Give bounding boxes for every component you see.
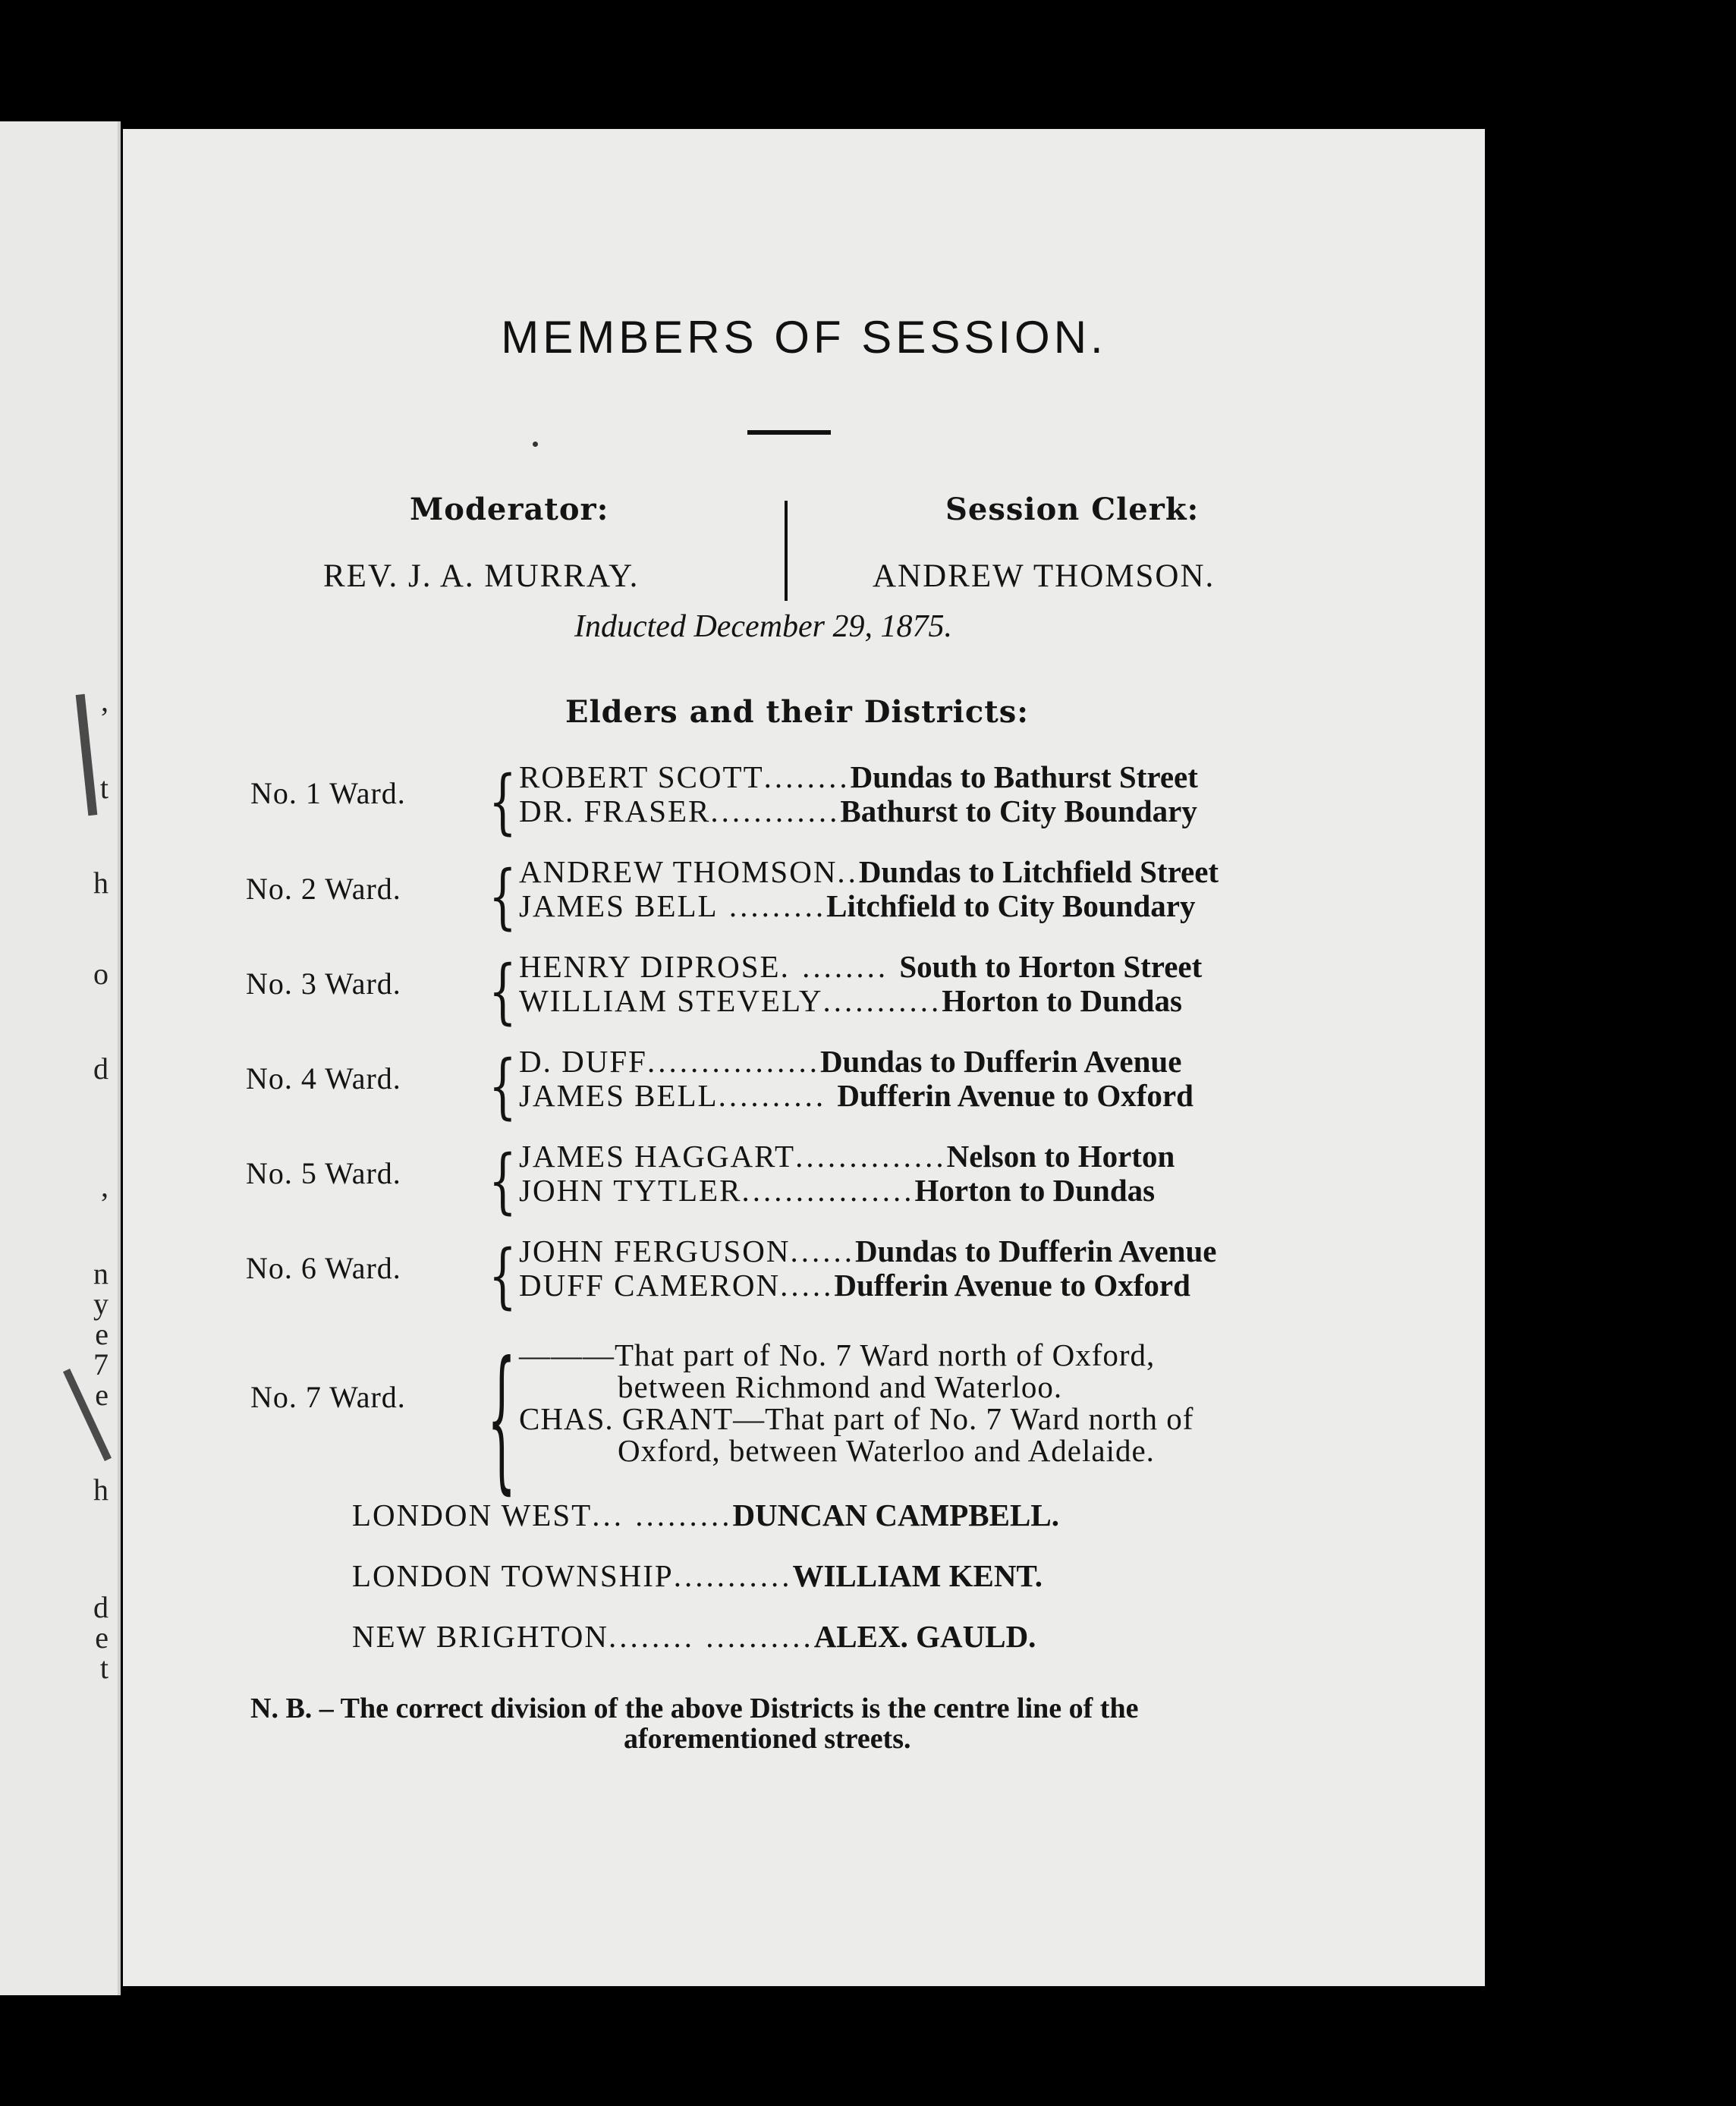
ward-row [519, 982, 1182, 1019]
district: Bathurst to City Boundary [840, 794, 1197, 828]
facing-page-fragment: , [101, 1169, 108, 1203]
elder-name: ALEX. GAULD. [813, 1619, 1036, 1654]
district: Dufferin Avenue to Oxford [834, 1268, 1190, 1303]
district: South to Horton Street [899, 949, 1203, 984]
facing-page-fragment: t [99, 1651, 108, 1685]
elder-name: D. DUFF [519, 1044, 647, 1079]
district-row [352, 1497, 1059, 1533]
elder-name: ROBERT SCOTT [519, 759, 764, 794]
facing-page-fragment: 7 [93, 1347, 108, 1381]
brace: { [489, 760, 517, 843]
facing-page-fragment: o [93, 957, 108, 991]
ward-row [519, 1043, 1181, 1080]
elder-name: DUFF CAMERON [519, 1268, 781, 1303]
ward-row [519, 1233, 1216, 1269]
ward7-line: Oxford, between Waterloo and Adelaide. [618, 1433, 1155, 1468]
leader-dots: ........... [822, 983, 942, 1018]
district: Litchfield to City Boundary [826, 888, 1196, 923]
district: Nelson to Horton [946, 1139, 1175, 1174]
ward-row [519, 888, 1195, 924]
leader-dots: ..... [780, 1268, 835, 1303]
brace: { [489, 1045, 517, 1127]
facing-page-fragment: d [93, 1590, 108, 1624]
document-page [123, 129, 1485, 1986]
elder-name: JOHN TYTLER [519, 1173, 742, 1208]
ward7-line: CHAS. GRANT—That part of No. 7 Ward north of [519, 1401, 1194, 1436]
brace: { [489, 950, 517, 1033]
ward-label: No. 4 Ward. [246, 1061, 401, 1095]
ward-row [519, 1077, 1194, 1114]
leader-dots: .......... [718, 1078, 838, 1113]
elder-name: ANDREW THOMSON [519, 854, 838, 889]
leader-dots: ........... [673, 1558, 793, 1593]
facing-page-fragment: h [93, 1473, 108, 1507]
brace: { [489, 855, 517, 938]
elder-name: JOHN FERGUSON [519, 1234, 791, 1268]
ward-label: No. 2 Ward. [246, 872, 401, 906]
ward-label: No. 3 Ward. [246, 967, 401, 1001]
ward-row [519, 1172, 1155, 1209]
brace: { [489, 1234, 517, 1317]
facing-page-fragment: e [95, 1620, 108, 1655]
ward-row [519, 1138, 1175, 1174]
facing-page-fragment: d [93, 1051, 108, 1086]
district: Dundas to Dufferin Avenue [854, 1234, 1217, 1268]
district-row [352, 1557, 1043, 1594]
footnote-line: N. B. – The correct division of the above Districts is the centre line of the [250, 1693, 1139, 1724]
inducted-date: Inducted December 29, 1875. [574, 609, 953, 644]
elder-name: JAMES HAGGART [519, 1139, 796, 1174]
district: Horton to Dundas [914, 1173, 1156, 1208]
district: Horton to Dundas [942, 983, 1182, 1018]
facing-page-fragment: t [99, 771, 108, 805]
footnote-line: aforementioned streets. [624, 1723, 911, 1755]
ward-label: No. 7 Ward. [250, 1380, 406, 1414]
ward-row [519, 759, 1198, 795]
elder-name: HENRY DIPROSE [519, 949, 781, 984]
leader-dots: ... ......... [592, 1498, 733, 1532]
leader-dots: ............ [710, 794, 841, 828]
ward-row [519, 793, 1197, 829]
facing-page-fragment: n [93, 1256, 108, 1290]
moderator-label: Moderator: [410, 492, 609, 527]
district: Dufferin Avenue to Oxford [837, 1078, 1194, 1113]
leader-dots: ........ .......... [608, 1619, 814, 1654]
ink-speck [533, 442, 538, 447]
leader-dots: .............. [795, 1139, 947, 1174]
ward7-line: ———That part of No. 7 Ward north of Oxford, [519, 1337, 1156, 1372]
facing-page-fragment: y [93, 1287, 108, 1321]
place-name: LONDON WEST [352, 1498, 593, 1532]
leader-dots: ......... [718, 888, 827, 923]
session-clerk-name: ANDREW THOMSON. [873, 558, 1216, 594]
facing-page-edge [0, 121, 121, 1995]
ward-label: No. 6 Ward. [246, 1251, 401, 1285]
facing-page-fragment: , [101, 684, 108, 718]
elder-name: DR. FRASER [519, 794, 711, 828]
ward-row [519, 1267, 1190, 1303]
leader-dots: ................ [741, 1173, 915, 1208]
leader-dots: .. [837, 854, 859, 889]
leader-dots: ...... [790, 1234, 855, 1268]
ward-label: No. 5 Ward. [246, 1156, 401, 1190]
title-rule [747, 430, 831, 435]
ward-label: No. 1 Ward. [250, 776, 406, 810]
elder-name: JAMES BELL [519, 1078, 719, 1113]
place-name: LONDON TOWNSHIP [352, 1558, 674, 1593]
page-title: MEMBERS OF SESSION. [501, 312, 1107, 363]
elder-name: WILLIAM KENT. [792, 1558, 1043, 1593]
district: Dundas to Litchfield Street [858, 854, 1219, 889]
elder-name: DUNCAN CAMPBELL. [732, 1498, 1059, 1532]
elder-name: WILLIAM STEVELY [519, 983, 823, 1018]
brace: { [489, 1139, 517, 1222]
session-clerk-label: Session Clerk: [945, 492, 1200, 527]
elders-heading: Elders and their Districts: [565, 694, 1029, 730]
district: Dundas to Dufferin Avenue [819, 1044, 1182, 1079]
ward-row [519, 948, 1202, 985]
moderator-name: REV. J. A. MURRAY. [323, 558, 640, 594]
ward7-line: between Richmond and Waterloo. [618, 1369, 1063, 1404]
place-name: NEW BRIGHTON [352, 1619, 609, 1654]
district-row [352, 1618, 1036, 1655]
facing-page-fragment: e [95, 1378, 108, 1412]
column-divider [785, 501, 788, 601]
brace: { [487, 1330, 517, 1510]
facing-page-fragment: h [93, 866, 108, 900]
leader-dots: ................ [646, 1044, 820, 1079]
elder-name: JAMES BELL [519, 888, 719, 923]
ward-row [519, 853, 1219, 890]
leader-dots: . ........ [780, 949, 900, 984]
district: Dundas to Bathurst Street [850, 759, 1198, 794]
facing-page-fragment: e [95, 1317, 108, 1351]
leader-dots: ........ [763, 759, 851, 794]
